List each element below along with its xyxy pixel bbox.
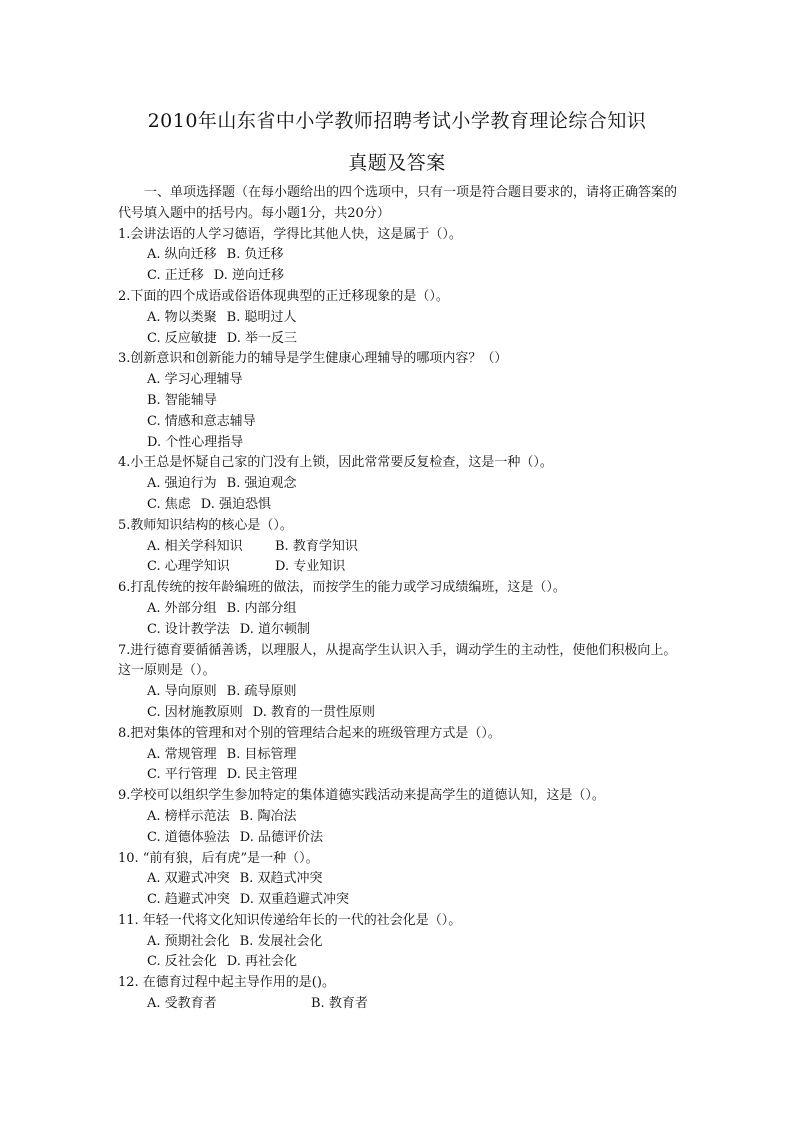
answer-option: D. 强迫恐惧 — [200, 496, 271, 512]
answer-option: D. 双重趋避式冲突 — [239, 892, 349, 908]
answer-option: C. 正迁移 — [147, 268, 204, 284]
answer-option: C. 趋避式冲突 — [147, 892, 230, 908]
question-options — [118, 807, 678, 849]
answer-option: A. 学习心理辅导 — [147, 372, 243, 388]
question-text: 11. 年轻一代将文化知识传递给年长的一代的社会化是（）。 — [118, 912, 462, 928]
option-row — [147, 537, 678, 558]
question-options — [118, 745, 678, 787]
option-row — [147, 245, 678, 266]
answer-option: C. 心理学知识 — [147, 559, 230, 575]
question-options — [118, 599, 678, 641]
answer-option: C. 情感和意志辅导 — [147, 413, 256, 429]
question-options — [118, 682, 678, 724]
option-row — [147, 412, 678, 433]
answer-option: B. 强迫观念 — [226, 476, 297, 492]
option-row — [147, 599, 678, 620]
option-row — [147, 433, 678, 454]
question-item — [118, 724, 678, 786]
question-options — [118, 474, 678, 516]
question-item — [118, 453, 678, 515]
question-item — [118, 578, 678, 640]
answer-option: A. 外部分组 — [147, 600, 217, 616]
answer-option: A. 常规管理 — [147, 746, 217, 762]
option-row — [147, 807, 678, 828]
answer-option: A. 导向原则 — [147, 684, 217, 700]
question-text: 10. “前有狼，后有虎”是一种（）。 — [118, 850, 319, 866]
answer-option: D. 品德评价法 — [239, 829, 323, 845]
section-intro: 一、单项选择题（在每小题给出的四个选项中，只有一项是符合题目要求的，请将正确答案的代号填入题中的括号内。每小题1分，共20分） — [118, 185, 678, 221]
document-title-line2: 真题及答案 — [348, 152, 446, 174]
question-item — [118, 849, 678, 911]
answer-option: A. 相关学科知识 — [147, 538, 243, 554]
answer-option: A. 受教育者 — [147, 996, 217, 1012]
answer-option: B. 目标管理 — [226, 746, 297, 762]
answer-option: D. 道尔顿制 — [239, 621, 310, 637]
answer-option: D. 专业知识 — [275, 559, 346, 575]
answer-option: C. 道德体验法 — [147, 829, 230, 845]
option-row — [147, 620, 678, 641]
question-text: 8.把对集体的管理和对个别的管理结合起来的班级管理方式是（）。 — [118, 725, 501, 741]
option-row — [147, 994, 678, 1015]
document-title-line1: 2010年山东省中小学教师招聘考试小学教育理论综合知识 — [147, 110, 647, 132]
question-item — [118, 349, 678, 453]
answer-option: B. 双趋式冲突 — [239, 871, 323, 887]
question-item — [118, 287, 678, 349]
answer-option: A. 物以类聚 — [147, 309, 217, 325]
answer-option: C. 焦虑 — [147, 496, 191, 512]
option-row — [147, 266, 678, 287]
answer-option: C. 平行管理 — [147, 767, 217, 783]
question-item — [118, 225, 678, 287]
option-row — [147, 932, 678, 953]
question-text: 3.创新意识和创新能力的辅导是学生健康心理辅导的哪项内容？（） — [118, 351, 508, 367]
option-row — [147, 329, 678, 350]
option-row — [147, 765, 678, 786]
question-text: 1.会讲法语的人学习德语，学得比其他人快，这是属于（）。 — [118, 226, 462, 242]
document-body — [118, 183, 678, 1015]
answer-option: A. 强迫行为 — [147, 476, 217, 492]
option-row — [147, 557, 678, 578]
option-row — [147, 682, 678, 703]
answer-option: A. 纵向迁移 — [147, 247, 217, 263]
question-text: 5.教师知识结构的核心是（）。 — [118, 517, 293, 533]
answer-option: C. 反应敏捷 — [147, 330, 217, 346]
option-row — [147, 703, 678, 724]
option-row — [147, 828, 678, 849]
question-text: 7.进行德育要循循善诱，以理服人，从提高学生认识入手，调动学生的主动性，使他们积极向上。这一原则是（）。 — [118, 642, 677, 679]
question-item — [118, 516, 678, 578]
answer-option: D. 民主管理 — [226, 767, 297, 783]
answer-option: C. 因材施教原则 — [147, 704, 243, 720]
answer-option: B. 教育学知识 — [275, 538, 358, 554]
question-options — [118, 370, 678, 453]
question-options — [118, 869, 678, 911]
option-row — [147, 869, 678, 890]
answer-option: C. 设计教学法 — [147, 621, 230, 637]
question-options — [118, 994, 678, 1015]
option-row — [147, 474, 678, 495]
question-text: 4.小王总是怀疑自己家的门没有上锁，因此常常要反复检查，这是一种（）。 — [118, 455, 553, 471]
question-options — [118, 308, 678, 350]
answer-option: B. 智能辅导 — [147, 392, 217, 408]
option-row — [147, 391, 678, 412]
answer-option: B. 负迁移 — [226, 247, 284, 263]
answer-option: A. 双避式冲突 — [147, 871, 230, 887]
question-text: 9.学校可以组织学生参加特定的集体道德实践活动来提高学生的道德认知，这是（）。 — [118, 788, 605, 804]
question-list — [118, 225, 678, 1015]
option-row — [147, 308, 678, 329]
question-text: 2.下面的四个成语或俗语体现典型的正迁移现象的是（）。 — [118, 288, 449, 304]
answer-option: D. 举一反三 — [226, 330, 297, 346]
question-options — [118, 537, 678, 579]
question-options — [118, 245, 678, 287]
answer-option: D. 教育的一贯性原则 — [252, 704, 375, 720]
answer-option: D. 逆向迁移 — [213, 268, 284, 284]
question-item — [118, 911, 678, 973]
question-item — [118, 786, 678, 848]
answer-option: D. 再社会化 — [226, 954, 297, 970]
answer-option: D. 个性心理指导 — [147, 434, 244, 450]
question-item — [118, 973, 678, 1015]
question-options — [118, 932, 678, 974]
option-row — [147, 745, 678, 766]
question-item — [118, 641, 678, 724]
question-text: 6.打乱传统的按年龄编班的做法，而按学生的能力或学习成绩编班，这是（）。 — [118, 580, 566, 596]
answer-option: B. 教育者 — [311, 996, 368, 1012]
answer-option: B. 内部分组 — [226, 600, 297, 616]
option-row — [147, 495, 678, 516]
option-row — [147, 890, 678, 911]
option-row — [147, 370, 678, 391]
answer-option: B. 疏导原则 — [226, 684, 297, 700]
answer-option: B. 发展社会化 — [239, 933, 323, 949]
answer-option: C. 反社会化 — [147, 954, 217, 970]
answer-option: B. 陶冶法 — [239, 808, 297, 824]
answer-option: A. 榜样示范法 — [147, 808, 230, 824]
answer-option: A. 预期社会化 — [147, 933, 230, 949]
question-text: 12. 在德育过程中起主导作用的是()。 — [118, 975, 335, 991]
option-row — [147, 952, 678, 973]
answer-option: B. 聪明过人 — [226, 309, 297, 325]
